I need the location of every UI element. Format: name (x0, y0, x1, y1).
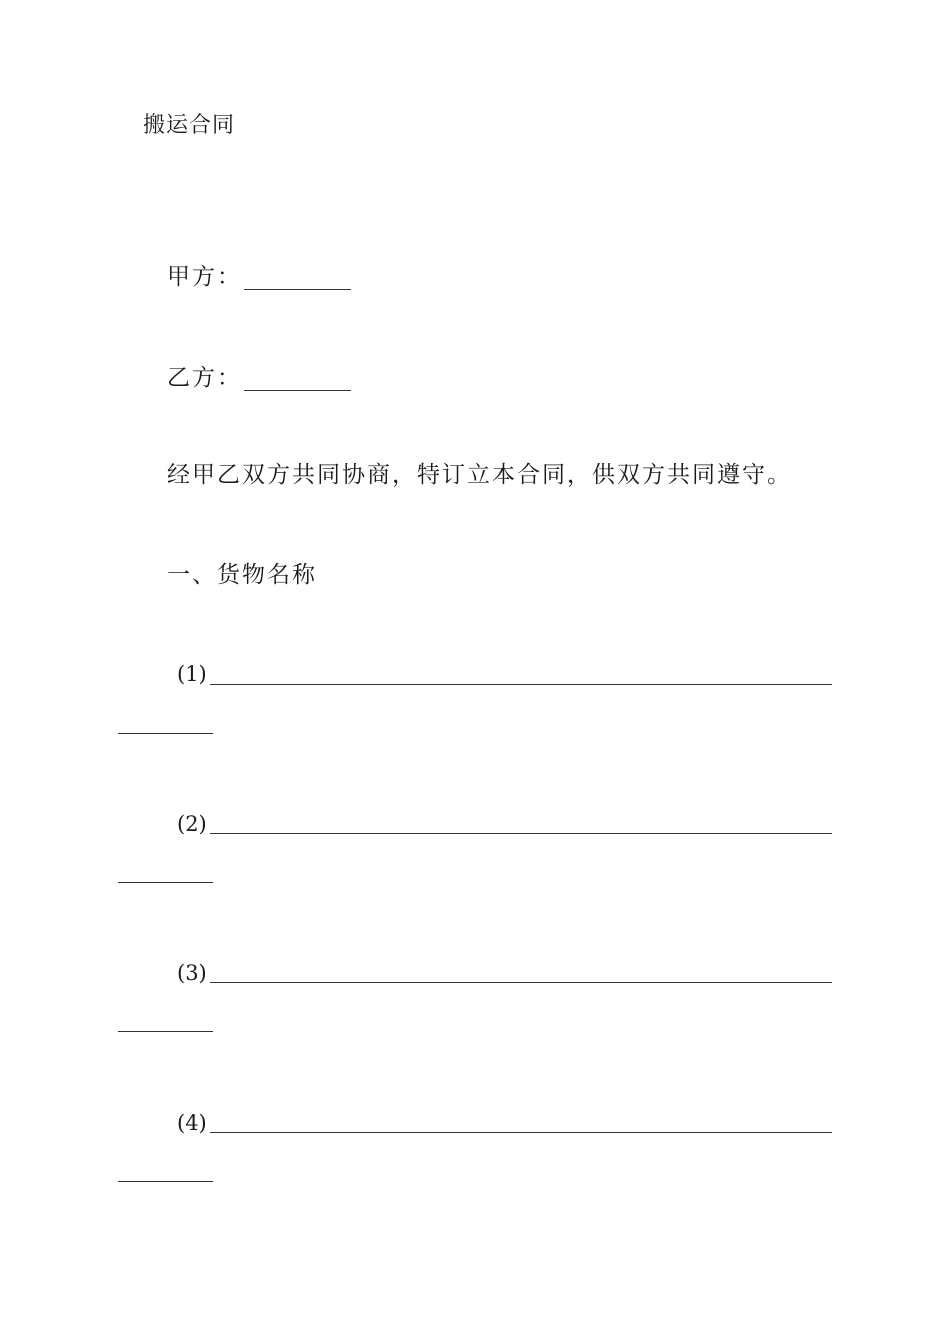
party-b-label: 乙方： (167, 365, 242, 391)
item-blank-line[interactable] (210, 833, 832, 834)
item-label: (2) (177, 812, 207, 836)
item-blank-line[interactable] (210, 982, 832, 983)
item-blank-line[interactable] (210, 1132, 832, 1133)
item-blank-continuation[interactable] (118, 1031, 213, 1032)
party-a-label: 甲方： (167, 264, 242, 290)
item-blank-continuation[interactable] (118, 733, 213, 734)
item-blank-continuation[interactable] (118, 882, 213, 883)
section-heading: 一、货物名称 (167, 562, 317, 588)
item-label: (4) (177, 1111, 207, 1135)
intro-paragraph: 经甲乙双方共同协商，特订立本合同，供双方共同遵守。 (167, 462, 792, 488)
party-b-line (167, 367, 351, 390)
document-title: 搬运合同 (143, 113, 236, 138)
party-b-blank[interactable] (244, 389, 351, 391)
party-a-line (167, 266, 351, 289)
party-a-blank[interactable] (244, 288, 351, 290)
item-blank-continuation[interactable] (118, 1181, 213, 1182)
item-blank-line[interactable] (210, 684, 832, 685)
item-label: (1) (177, 662, 207, 686)
item-label: (3) (177, 961, 207, 985)
